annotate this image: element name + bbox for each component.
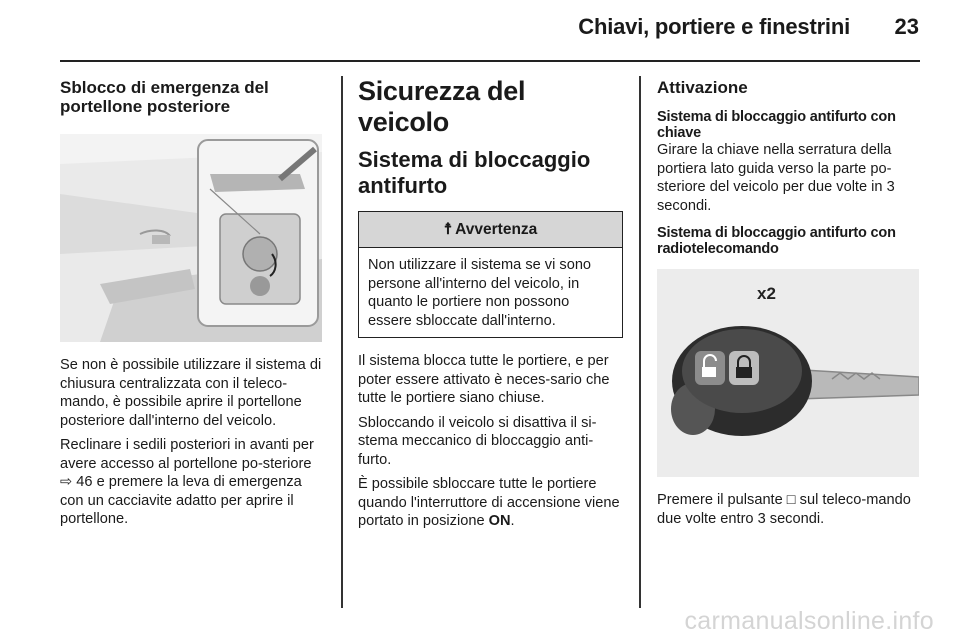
warning-header (359, 212, 622, 248)
section-heading: Sblocco di emergenza del portellone posteriore (60, 78, 269, 116)
paragraph-text: È possibile sbloccare tutte le portiere quando l'interruttore di accensione viene portato in posizione (358, 476, 620, 529)
subheading: Sistema di bloccaggio antifurto con chiave (657, 109, 896, 141)
paragraph-text: Premere il pulsante (657, 492, 787, 508)
page-title: Sicurezza del veicolo (358, 76, 526, 137)
paragraph-text: . (510, 513, 515, 529)
tailgate-emergency-release-illustration (60, 134, 322, 342)
column-divider (341, 76, 343, 608)
warning-title: Avvertenza (455, 220, 538, 238)
section-heading: Sistema di bloccaggio antifurto (358, 147, 591, 198)
column-3 (657, 76, 919, 528)
section-heading: Attivazione (657, 78, 748, 97)
column-divider (639, 76, 641, 608)
warning-box (358, 211, 623, 338)
watermark: carmanualsonline.info (684, 607, 934, 635)
column-2 (358, 76, 623, 531)
paragraph: Se non è possibile utilizzare il sistema di chiusura centralizzata con il teleco-mando, è possibile aprire il portellone posteriore dall'interno del veicolo. (60, 357, 322, 429)
paragraph: Il sistema blocca tutte le portiere, e per poter essere attivato è neces-sario che tutte le portiere siano chiuse. (358, 353, 610, 406)
paragraph-text: sul teleco-mando due volte entro 3 secondi. (657, 492, 911, 527)
page-number: 23 (894, 14, 919, 39)
remote-key-illustration (657, 269, 919, 477)
paragraph: Girare la chiave nella serratura della portiera lato guida verso la parte po-steriore del veicolo per due volte in 3 secondi. (657, 142, 895, 214)
lock-key-icon: □ (786, 492, 796, 508)
warning-icon: ☨ (443, 221, 453, 238)
header-title: Chiavi, portiere e finestrini (578, 14, 850, 39)
warning-text: Non utilizzare il sistema se vi sono persone all'interno del veicolo, in quanto le portiere non possono essere sbloccate dall'interno. (368, 257, 592, 329)
column-1 (60, 76, 322, 529)
subheading: Sistema di bloccaggio antifurto con radiotelecomando (657, 225, 896, 257)
header-rule (60, 60, 920, 62)
paragraph: Reclinare i sedili posteriori in avanti per avere accesso al portellone po-steriore ⇨ 46 e premere la leva di emergenza con un cacciavite adatto per aprire il portellone. (60, 437, 314, 527)
paragraph (358, 475, 623, 531)
ignition-position: ON (488, 513, 511, 529)
fig-label-x2: x2 (757, 284, 776, 303)
paragraph (657, 491, 919, 528)
paragraph: Sbloccando il veicolo si disattiva il si-stema meccanico di bloccaggio anti-furto. (358, 414, 597, 468)
